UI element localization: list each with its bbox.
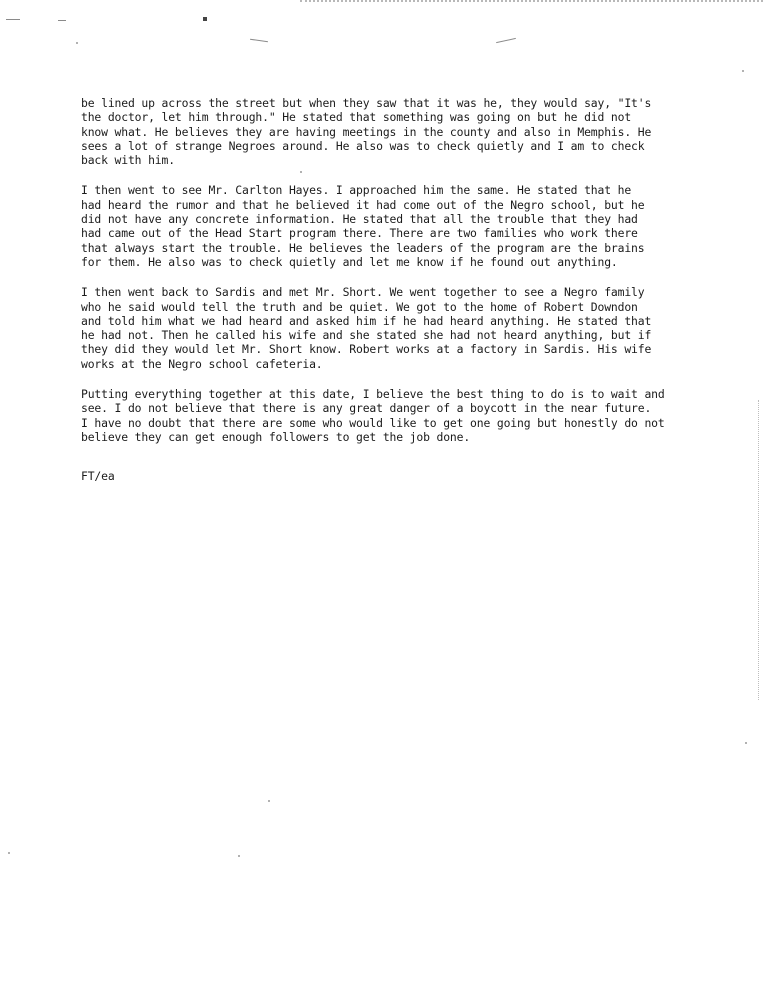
scan-speck <box>745 742 747 744</box>
text-line: who he said would tell the truth and be quiet. We got to the home of Robert Downdon <box>81 299 638 314</box>
text-line: Putting everything together at this date, I believe the best thing to do is to wait and <box>81 387 665 402</box>
scan-edge-artifact <box>758 400 760 700</box>
scan-speck <box>238 855 240 857</box>
text-line: that always start the trouble. He believes the leaders of the program are the brains <box>81 240 645 255</box>
letter-body <box>81 96 706 500</box>
text-line: be lined up across the street but when they saw that it was he, they would say, "It's <box>81 96 652 110</box>
text-line: had heard the rumor and that he believed it had come out of the Negro school, but he <box>81 197 645 212</box>
text-line: for them. He also was to check quietly and let me know if he found out anything. <box>81 254 618 269</box>
scan-mark <box>6 19 20 20</box>
text-line: see. I do not believe that there is any great danger of a boycott in the near future. <box>81 401 652 416</box>
text-line: works at the Negro school cafeteria. <box>81 356 323 371</box>
text-line: had came out of the Head Start program there. There are two families who work there <box>81 226 638 241</box>
text-line: sees a lot of strange Negroes around. He also was to check quietly and I am to check <box>81 138 645 153</box>
scan-mark <box>203 17 207 21</box>
text-line: I have no doubt that there are some who would like to get one going but honestly do not <box>81 415 665 430</box>
paragraph <box>81 387 706 444</box>
text-line: the doctor, let him through." He stated that something was going on but he did not <box>81 110 632 125</box>
text-line: and told him what we had heard and asked him if he had heard anything. He stated that <box>81 313 652 328</box>
scan-mark <box>58 20 66 21</box>
paragraph <box>81 183 706 269</box>
text-line: he had not. Then he called his wife and she stated she had not heard anything, but if <box>81 328 652 343</box>
text-line: did not have any concrete information. He stated that all the trouble that they had <box>81 212 638 227</box>
scan-edge-artifact <box>300 0 763 6</box>
scan-speck <box>76 42 78 44</box>
text-line: believe they can get enough followers to get the job done. <box>81 429 471 444</box>
text-line: I then went back to Sardis and met Mr. Short. We went together to see a Negro family <box>81 285 645 300</box>
scan-speck <box>742 70 744 72</box>
text-line: they did they would let Mr. Short know. Robert works at a factory in Sardis. His wife <box>81 342 652 357</box>
scan-mark <box>496 38 516 43</box>
text-line: know what. He believes they are having meetings in the county and also in Memphis. He <box>81 124 652 139</box>
paragraph <box>81 285 706 371</box>
text-line: back with him. <box>81 153 175 168</box>
scan-speck <box>268 800 270 802</box>
scan-mark <box>250 39 268 42</box>
typist-initials: FT/ea <box>81 469 115 484</box>
paragraph <box>81 96 706 167</box>
scan-speck <box>8 852 10 854</box>
text-line: I then went to see Mr. Carlton Hayes. I approached him the same. He stated that he <box>81 183 632 198</box>
